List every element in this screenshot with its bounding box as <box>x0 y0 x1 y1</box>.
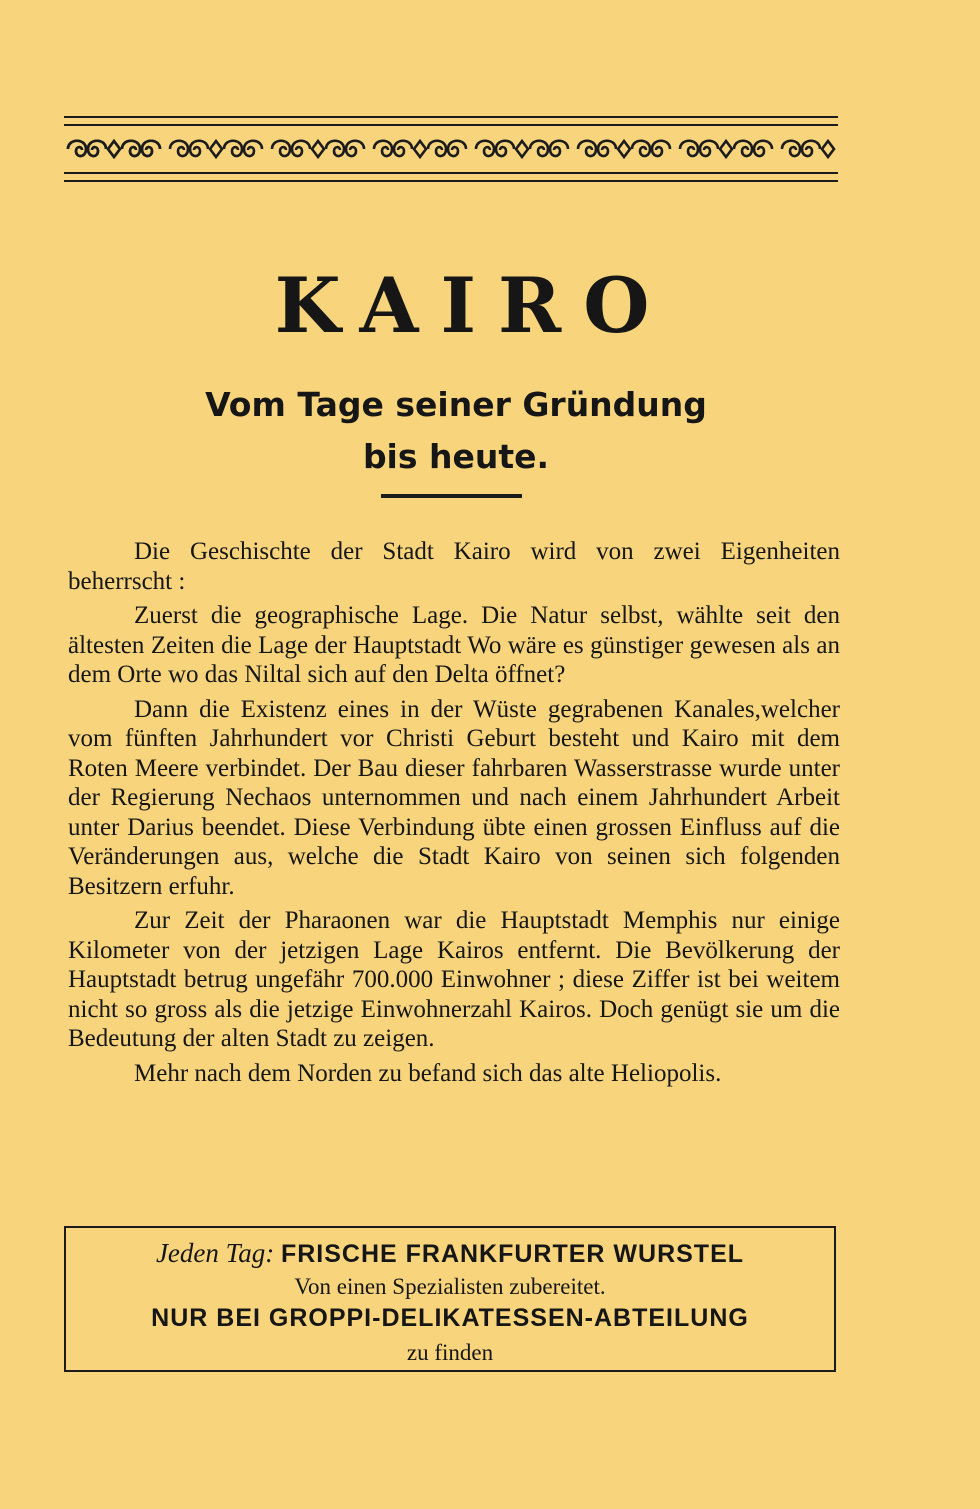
paragraph: Zuerst die geographische Lage. Die Natur selbst, wählte seit den ältesten Zeiten die Lage der Hauptstadt Wo wäre es günstiger gewesen als an dem Orte wo das Niltal sich auf den Delta öffnet? <box>68 602 840 688</box>
ornament-band <box>64 132 838 166</box>
ad-headline: FRISCHE FRANKFURTER WURSTEL <box>280 1240 745 1268</box>
article-body <box>68 537 840 1093</box>
subtitle-line-1: Vom Tage seiner Gründung <box>205 385 707 424</box>
title-divider <box>381 494 522 498</box>
advertisement-box <box>64 1226 836 1372</box>
ad-line-3: NUR BEI GROPPI-DELIKATESSEN-ABTEILUNG <box>151 1304 749 1332</box>
border-rule-top-inner <box>64 124 838 126</box>
border-rule-bottom-inner <box>64 172 838 174</box>
paragraph: Zur Zeit der Pharaonen war die Hauptstadt Memphis nur einige Kilometer von der jetzigen Lage Kairos entfernt. Die Bevölkerung der Hauptstadt betrug ungefähr 700.000 Einwohner ; diese Ziffer ist bei weitem nicht so gross als die jetzige Einwohnerzahl Kairos. Doch genügt sie um die Bedeutung der alten Stadt zu zeigen. <box>68 907 840 1052</box>
border-rule-top <box>64 116 838 118</box>
paragraph: Mehr nach dem Norden zu befand sich das alte Heliopolis. <box>134 1059 722 1087</box>
decorative-border <box>64 116 838 184</box>
border-rule-bottom <box>64 180 838 182</box>
ad-line-4: zu finden <box>406 1340 494 1365</box>
ad-lead: Jeden Tag: <box>155 1238 275 1268</box>
ad-headline-line <box>66 1240 834 1267</box>
paragraph: Dann die Existenz eines in der Wüste gegrabenen Kanales,welcher vom fünften Jahrhundert vor Christi Geburt besteht und Kairo mit dem Roten Meere verbindet. Der Bau dieser fahrbaren Wasserstrasse wurde unter der Regierung Nechaos unternommen und nach einem Jahrhundert Arbeit unter Darius beendet. Diese Verbindung übte einen grossen Einfluss auf die Veränderungen aus, welche die Stadt Kairo von seinen sich folgenden Besitzern erfuhr. <box>68 695 840 900</box>
paragraph: Die Geschischte der Stadt Kairo wird von zwei Eigenheiten beherrscht : <box>68 538 840 595</box>
subtitle-line-2: bis heute. <box>362 437 550 476</box>
ad-line-2: Von einen Spezialisten zubereitet. <box>294 1274 606 1299</box>
page-title: KAIRO <box>274 261 672 350</box>
